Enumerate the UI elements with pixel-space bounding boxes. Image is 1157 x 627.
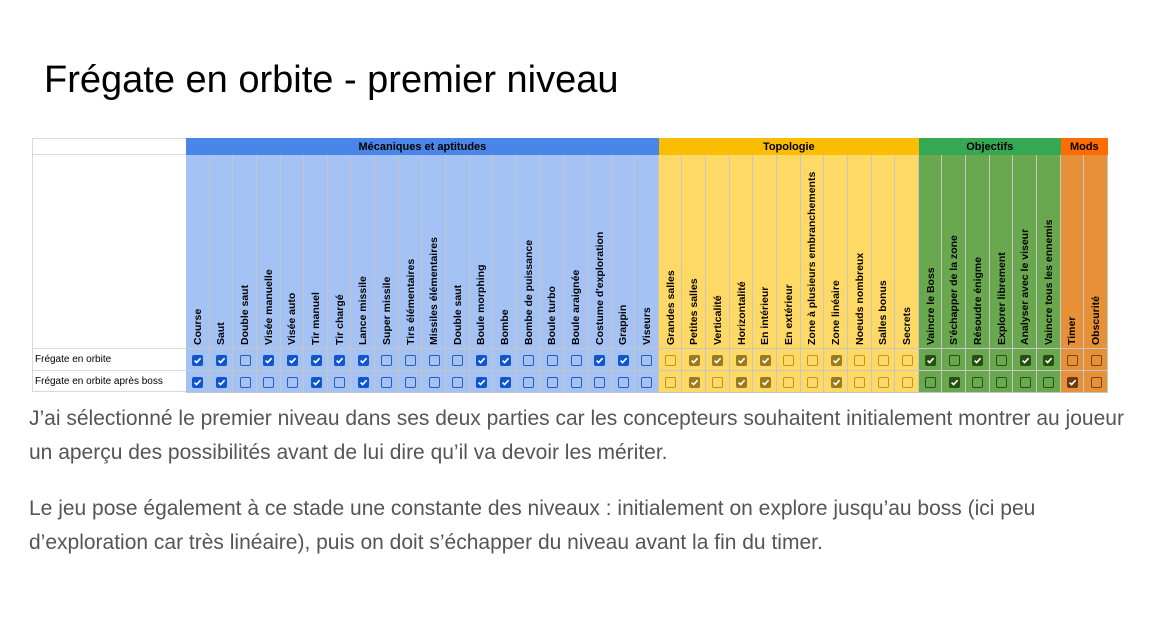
checkbox-checked[interactable] — [500, 355, 511, 366]
column-header-label: Missiles élémentaires — [428, 237, 441, 345]
checkbox-unchecked[interactable] — [594, 377, 605, 388]
checkbox-checked[interactable] — [192, 355, 203, 366]
column-header-label: Grappin — [617, 304, 630, 345]
check-icon — [761, 378, 770, 387]
check-icon — [973, 356, 982, 365]
check-icon — [477, 378, 486, 387]
check-icon — [359, 378, 368, 387]
checkbox-unchecked[interactable] — [429, 355, 440, 366]
column-header-label: Double saut — [239, 284, 252, 345]
check-icon — [761, 356, 770, 365]
checkbox-unchecked[interactable] — [925, 377, 936, 388]
checkbox-checked[interactable] — [358, 377, 369, 388]
check-icon — [217, 356, 226, 365]
row-divider — [186, 348, 1108, 349]
checkbox-unchecked[interactable] — [783, 355, 794, 366]
column-header-label: Vaincre le Boss — [924, 267, 937, 345]
column-header-label: Analyser avec le viseur — [1019, 228, 1032, 345]
column-header-label: Visée auto — [286, 292, 299, 345]
check-icon — [312, 356, 321, 365]
column-header-label: Costume d'exploration — [593, 231, 606, 345]
checkbox-checked[interactable] — [831, 355, 842, 366]
checkbox-unchecked[interactable] — [712, 377, 723, 388]
column-header-label: Lance missile — [357, 276, 370, 345]
checkbox-unchecked[interactable] — [972, 377, 983, 388]
checkbox-unchecked[interactable] — [854, 377, 865, 388]
checkbox-unchecked[interactable] — [902, 377, 913, 388]
row-label: Frégate en orbite — [35, 353, 112, 365]
check-icon — [713, 356, 722, 365]
row-label: Frégate en orbite après boss — [35, 375, 163, 387]
column-header-label: Résoudre énigme — [971, 256, 984, 345]
paragraph-2: Le jeu pose également à ce stade une constante des niveaux : initialement on explore jusqu’au boss (ici peu d’exploration car très linéaire), puis on doit s’échapper du niveau avant la fin du timer. — [29, 497, 1036, 554]
group-header-topo: Topologie — [659, 138, 919, 155]
column-header-label: En intérieur — [759, 286, 772, 345]
checkbox-unchecked[interactable] — [240, 355, 251, 366]
checkbox-unchecked[interactable] — [641, 355, 652, 366]
row-divider — [186, 370, 1108, 371]
checkbox-unchecked[interactable] — [452, 355, 463, 366]
check-icon — [690, 356, 699, 365]
checkbox-checked[interactable] — [594, 355, 605, 366]
group-header-obj: Objectifs — [919, 138, 1061, 155]
checkbox-unchecked[interactable] — [381, 377, 392, 388]
check-icon — [926, 356, 935, 365]
check-icon — [193, 356, 202, 365]
column-header-label: Grandes salles — [664, 270, 677, 345]
column-header-label: S'échapper de la zone — [948, 235, 961, 345]
checkbox-unchecked[interactable] — [996, 355, 1007, 366]
check-icon — [832, 356, 841, 365]
checkbox-checked[interactable] — [949, 377, 960, 388]
checkbox-unchecked[interactable] — [381, 355, 392, 366]
checkbox-unchecked[interactable] — [902, 355, 913, 366]
checkbox-checked[interactable] — [216, 355, 227, 366]
checkbox-checked[interactable] — [618, 355, 629, 366]
checkbox-checked[interactable] — [311, 355, 322, 366]
checkbox-unchecked[interactable] — [641, 377, 652, 388]
slide-title: Frégate en orbite - premier niveau — [44, 59, 619, 101]
column-header-label: Visée manuelle — [262, 269, 275, 345]
checkbox-unchecked[interactable] — [1091, 377, 1102, 388]
check-icon — [217, 378, 226, 387]
checkbox-unchecked[interactable] — [878, 377, 889, 388]
checkbox-unchecked[interactable] — [240, 377, 251, 388]
check-icon — [1044, 356, 1053, 365]
column-header-label: Noeuds nombreux — [853, 252, 866, 345]
level-mechanics-table — [32, 138, 1129, 392]
checkbox-checked[interactable] — [760, 377, 771, 388]
checkbox-unchecked[interactable] — [405, 355, 416, 366]
checkbox-unchecked[interactable] — [1091, 355, 1102, 366]
checkbox-checked[interactable] — [192, 377, 203, 388]
column-header-label: Tirs élémentaires — [404, 258, 417, 345]
group-header-mods: Mods — [1061, 138, 1108, 155]
column-header-label: Saut — [215, 322, 228, 345]
checkbox-checked[interactable] — [689, 355, 700, 366]
checkbox-checked[interactable] — [736, 355, 747, 366]
checkbox-unchecked[interactable] — [571, 377, 582, 388]
checkbox-checked[interactable] — [287, 355, 298, 366]
checkbox-unchecked[interactable] — [665, 377, 676, 388]
column-header-label: Explorer librement — [995, 252, 1008, 345]
column-header-label: Boule araignée — [570, 269, 583, 345]
checkbox-unchecked[interactable] — [783, 377, 794, 388]
column-header-label: Zone à plusieurs embranchements — [806, 171, 819, 345]
checkbox-unchecked[interactable] — [547, 377, 558, 388]
checkbox-unchecked[interactable] — [618, 377, 629, 388]
check-icon — [950, 378, 959, 387]
column-header-label: Tir manuel — [310, 292, 322, 345]
corner-header-cell — [32, 138, 186, 155]
checkbox-checked[interactable] — [972, 355, 983, 366]
checkbox-checked[interactable] — [500, 377, 511, 388]
checkbox-unchecked[interactable] — [1043, 377, 1054, 388]
check-icon — [193, 378, 202, 387]
checkbox-unchecked[interactable] — [429, 377, 440, 388]
checkbox-checked[interactable] — [476, 355, 487, 366]
column-header-label: Timer — [1066, 316, 1079, 345]
checkbox-unchecked[interactable] — [547, 355, 558, 366]
column-header-label: Verticalité — [711, 295, 724, 345]
checkbox-unchecked[interactable] — [263, 377, 274, 388]
checkbox-checked[interactable] — [476, 377, 487, 388]
column-header-label: Obscurité — [1090, 295, 1103, 345]
check-icon — [501, 378, 510, 387]
checkbox-unchecked[interactable] — [405, 377, 416, 388]
checkbox-unchecked[interactable] — [996, 377, 1007, 388]
column-header-label: Petites salles — [688, 278, 701, 345]
column-header-label: Boule morphing — [475, 264, 488, 345]
column-header-label: Viseurs — [640, 307, 653, 345]
check-icon — [501, 356, 510, 365]
checkbox-checked[interactable] — [358, 355, 369, 366]
check-icon — [832, 378, 841, 387]
checkbox-unchecked[interactable] — [807, 355, 818, 366]
column-header-label: Vaincre tous les ennemis — [1042, 219, 1055, 345]
check-icon — [690, 378, 699, 387]
checkbox-unchecked[interactable] — [807, 377, 818, 388]
column-header-label: Secrets — [901, 307, 913, 345]
check-icon — [288, 356, 297, 365]
column-header-label: En extérieur — [782, 284, 795, 345]
checkbox-unchecked[interactable] — [949, 355, 960, 366]
checkbox-unchecked[interactable] — [571, 355, 582, 366]
check-icon — [335, 356, 344, 365]
column-header-label: Double saut — [451, 284, 464, 345]
checkbox-unchecked[interactable] — [334, 377, 345, 388]
column-header-label: Bombe de puissance — [522, 239, 535, 345]
column-header-label: Salles bonus — [877, 280, 890, 345]
column-header-label: Tir chargé — [333, 294, 346, 345]
column-header-label: Course — [191, 308, 204, 345]
checkbox-unchecked[interactable] — [1020, 377, 1031, 388]
check-icon — [359, 356, 368, 365]
column-header-label: Zone linéaire — [830, 280, 843, 345]
check-icon — [737, 378, 746, 387]
check-icon — [1021, 356, 1030, 365]
checkbox-checked[interactable] — [263, 355, 274, 366]
checkbox-unchecked[interactable] — [523, 377, 534, 388]
checkbox-checked[interactable] — [311, 377, 322, 388]
row-divider — [186, 392, 1108, 393]
checkbox-checked[interactable] — [736, 377, 747, 388]
checkbox-checked[interactable] — [1020, 355, 1031, 366]
paragraph-1: J’ai sélectionné le premier niveau dans ses deux parties car les concepteurs souhaitent initialement montrer au joueur un aperçu des possibilités avant de lui dire qu’il va devoir les mériter. — [29, 407, 1124, 464]
column-header-label: Super missile — [380, 276, 393, 345]
checkbox-unchecked[interactable] — [878, 355, 889, 366]
checkbox-checked[interactable] — [760, 355, 771, 366]
column-header-label: Horizontalité — [735, 281, 748, 345]
checkbox-checked[interactable] — [831, 377, 842, 388]
checkbox-unchecked[interactable] — [523, 355, 534, 366]
check-icon — [264, 356, 273, 365]
check-icon — [619, 356, 628, 365]
checkbox-unchecked[interactable] — [665, 355, 676, 366]
checkbox-unchecked[interactable] — [452, 377, 463, 388]
check-icon — [312, 378, 321, 387]
checkbox-checked[interactable] — [689, 377, 700, 388]
checkbox-checked[interactable] — [1067, 377, 1078, 388]
check-icon — [1068, 378, 1077, 387]
group-header-meca: Mécaniques et aptitudes — [186, 138, 659, 155]
checkbox-checked[interactable] — [925, 355, 936, 366]
checkbox-checked[interactable] — [1043, 355, 1054, 366]
checkbox-unchecked[interactable] — [287, 377, 298, 388]
column-header-label: Boule turbo — [546, 286, 559, 345]
checkbox-unchecked[interactable] — [854, 355, 865, 366]
check-icon — [595, 356, 604, 365]
checkbox-unchecked[interactable] — [1067, 355, 1078, 366]
checkbox-checked[interactable] — [334, 355, 345, 366]
check-icon — [477, 356, 486, 365]
checkbox-checked[interactable] — [712, 355, 723, 366]
checkbox-checked[interactable] — [216, 377, 227, 388]
check-icon — [737, 356, 746, 365]
column-header-label: Bombe — [499, 309, 512, 345]
